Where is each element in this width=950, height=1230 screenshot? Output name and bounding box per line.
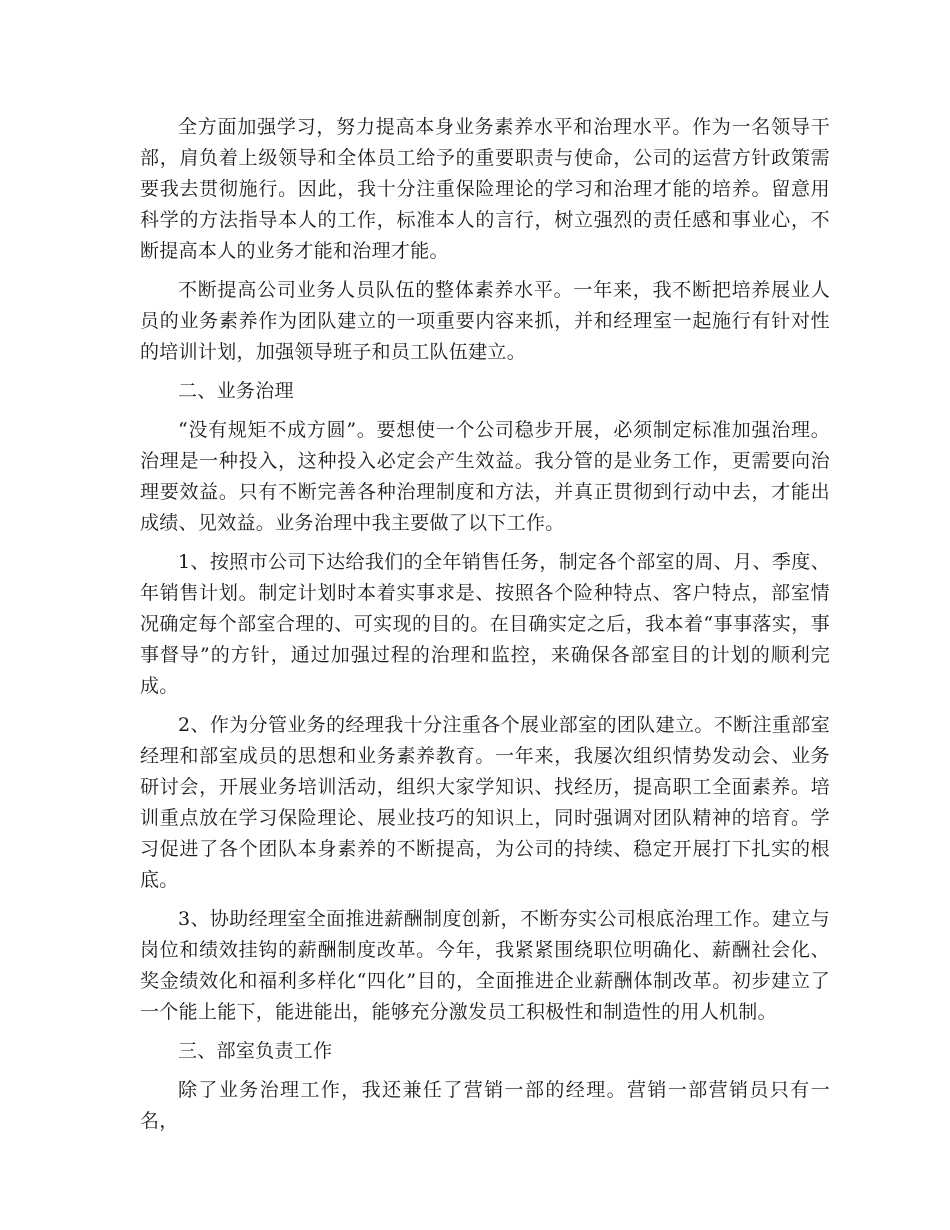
paragraph-team-quality: 不断提高公司业务人员队伍的整体素养水平。一年来，我不断把培养展业人员的业务素养作为团队建立的一项重要内容来抓，并和经理室一起施行有针对性的培训计划，加强领导班子和员工队伍建立。 (140, 279, 830, 363)
paragraph-item-3: 3、协助经理室全面推进薪酬制度创新，不断夯实公司根底治理工作。建立与岗位和绩效挂钩的薪酬制度改革。今年，我紧紧围绕职位明确化、薪酬社会化、奖金绩效化和福利多样化“四化”目的，全面推进企业薪酬体制改革。初步建立了一个能上能下，能进能出，能够充分激发员工积极性和制造性的用人机制。 (140, 908, 830, 1023)
paragraph-department: 除了业务治理工作，我还兼任了营销一部的经理。营销一部营销员只有一名， (140, 1079, 830, 1132)
paragraph-study: 全方面加强学习，努力提高本身业务素养水平和治理水平。作为一名领导干部，肩负着上级领导和全体员工给予的重要职责与使命，公司的运营方针政策需要我去贯彻施行。因此，我十分注重保险理论的学习和治理才能的培养。留意用科学的方法指导本人的工作，标准本人的言行，树立强烈的责任感和事业心，不断提高本人的业务才能和治理才能。 (140, 116, 830, 262)
paragraph-item-2: 2、作为分管业务的经理我十分注重各个展业部室的团队建立。不断注重部室经理和部室成员的思想和业务素养教育。一年来，我屡次组织情势发动会、业务研讨会，开展业务培训活动，组织大家学知识、找经历，提高职工全面素养。培训重点放在学习保险理论、展业技巧的知识上，同时强调对团队精神的培育。学习促进了各个团队本身素养的不断提高，为公司的持续、稳定开展打下扎实的根底。 (140, 714, 830, 891)
paragraph-rules: “没有规矩不成方圆”。要想使一个公司稳步开展，必须制定标准加强治理。治理是一种投入，这种投入必定会产生效益。我分管的是业务工作，更需要向治理要效益。只有不断完善各种治理制度和方法，并真正贯彻到行动中去，才能出成绩、见效益。业务治理中我主要做了以下工作。 (140, 419, 830, 534)
paragraph-item-1: 1、按照市公司下达给我们的全年销售任务，制定各个部室的周、月、季度、年销售计划。制定计划时本着实事求是、按照各个险种特点、客户特点，部室情况确定每个部室合理的、可实现的目的。在目确实定之后，我本着“事事落实，事事督导”的方针，通过加强过程的治理和监控，来确保各部室目的计划的顺利完成。 (140, 551, 830, 697)
document-body (140, 112, 830, 1145)
section-heading-business-management: 二、业务治理 (178, 380, 294, 402)
section-heading-department-work: 三、部室负责工作 (178, 1040, 333, 1062)
